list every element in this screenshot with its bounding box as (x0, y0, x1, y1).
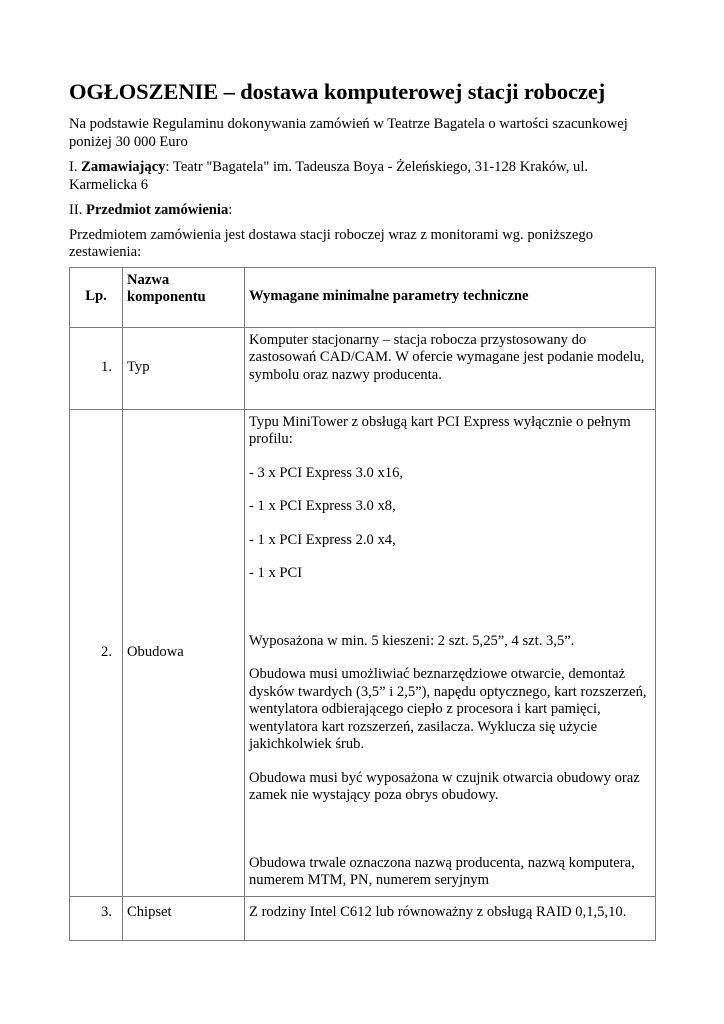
spec-paragraph: Obudowa trwale oznaczona nazwą producenta, nazwą komputera, numerem MTM, PN, numerem seryjnym (249, 854, 635, 888)
section-colon: : (228, 202, 233, 218)
section-text: : Teatr "Bagatela" im. Tadeusza Boya - Żeleńskiego, 31-128 Kraków, ul. Karmelicka 6 (69, 159, 589, 193)
spec-paragraph: Obudowa musi być wyposażona w czujnik otwarcia obudowy oraz zamek nie wystający poza obrys obudowy. (249, 769, 640, 803)
spec-paragraph: - 1 x PCI (249, 565, 303, 581)
section-number: II. (69, 202, 83, 218)
spec-paragraph: - 1 x PCI Express 3.0 x8, (249, 498, 396, 514)
intro-paragraph: Na podstawie Regulaminu dokonywania zamówień w Teatrze Bagatela o wartości szacunkowej poniżej 30 000 Euro (69, 116, 628, 150)
row-spec (245, 327, 656, 409)
row-number: 2. (70, 409, 123, 896)
spec-paragraph: Komputer stacjonarny – stacja robocza przystosowany do zastosowań CAD/CAM. W ofercie wymagane jest podanie modelu, symbolu oraz nazwy producenta. (249, 331, 645, 383)
section-ordering-party (69, 159, 657, 194)
spec-paragraph: Z rodziny Intel C612 lub równoważny z obsługą RAID 0,1,5,10. (249, 903, 627, 920)
row-component-name: Chipset (123, 896, 245, 940)
table-row (70, 327, 656, 409)
table-row (70, 409, 656, 896)
document-page (69, 78, 657, 941)
table-row (70, 896, 656, 940)
spec-paragraph: Wyposażona w min. 5 kieszeni: 2 szt. 5,25”, 4 szt. 3,5”. (249, 632, 575, 649)
section-number: I. (69, 159, 78, 175)
specification-table (69, 267, 656, 941)
page-title: OGŁOSZENIE – dostawa komputerowej stacji roboczej (69, 79, 606, 104)
row-number: 1. (70, 327, 123, 409)
table-header-row (70, 267, 656, 327)
header-component: Nazwa komponentu (123, 267, 245, 327)
section-label: Zamawiający (81, 159, 166, 175)
section-subject (69, 202, 657, 220)
header-lp: Lp. (70, 267, 123, 327)
spec-paragraph: - 1 x PCI Express 2.0 x4, (249, 531, 396, 548)
subject-paragraph: Przedmiotem zamówienia jest dostawa stacji roboczej wraz z monitorami wg. poniższego zestawienia: (69, 226, 593, 260)
spec-paragraph: Typu MiniTower z obsługą kart PCI Express wyłącznie o pełnym profilu: (249, 413, 631, 447)
section-label: Przedmiot zamówienia (86, 202, 229, 218)
row-component-name: Obudowa (123, 409, 245, 896)
row-spec (245, 409, 656, 896)
row-number: 3. (70, 896, 123, 940)
row-spec (245, 896, 656, 940)
row-component-name: Typ (123, 327, 245, 409)
spec-paragraph: - 3 x PCI Express 3.0 x16, (249, 464, 404, 481)
spec-paragraph: Obudowa musi umożliwiać beznarzędziowe otwarcie, demontaż dysków twardych (3,5” i 2,5”), napędu optycznego, kart rozszerzeń, wentylatora odbierającego ciepło z procesora i kart pamięci, wentylatora kart rozszerzeń, zasilacza. Wyklucza się użycie jakichkolwiek śrub. (249, 666, 647, 752)
header-params: Wymagane minimalne parametry techniczne (245, 267, 656, 327)
